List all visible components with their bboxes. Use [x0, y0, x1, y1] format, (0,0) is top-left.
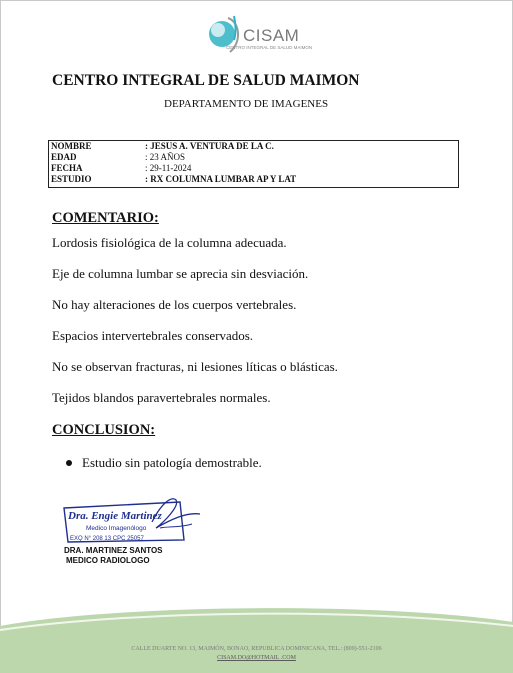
- patient-value: : RX COLUMNA LUMBAR AP Y LAT: [145, 174, 297, 184]
- finding-line: No hay alteraciones de los cuerpos vertebrales.: [52, 297, 297, 312]
- signature-stamp: [60, 492, 210, 548]
- patient-info-box: [48, 140, 459, 188]
- comment-heading: COMENTARIO:: [52, 210, 159, 226]
- logo-name: CISAM: [243, 26, 300, 45]
- finding-line: No se observan fracturas, ni lesiones líticas o blásticas.: [52, 359, 338, 374]
- patient-label: EDAD: [51, 152, 77, 162]
- patient-value: : JESUS A. VENTURA DE LA C.: [145, 141, 274, 151]
- patient-value: : 29-11-2024: [145, 163, 192, 173]
- footer-email: [0, 655, 513, 661]
- conclusion-heading: CONCLUSION:: [52, 422, 156, 438]
- svg-text:EXQ N° 208 13 CPC 25057: EXQ N° 208 13 CPC 25057: [70, 536, 144, 542]
- finding-line: Espacios intervertebrales conservados.: [52, 328, 254, 343]
- department-title: DEPARTAMENTO DE IMAGENES: [164, 98, 329, 110]
- svg-text:Medico Imagenólogo: Medico Imagenólogo: [86, 525, 147, 532]
- bullet-icon: [66, 460, 72, 466]
- svg-text:Dra. Engie Martinez: Dra. Engie Martinez: [68, 510, 162, 522]
- signature-name: DRA. MARTINEZ SANTOS: [64, 546, 163, 555]
- signature-title: MEDICO RADIOLOGO: [66, 556, 150, 565]
- logo-subtitle: CENTRO INTEGRAL DE SALUD MAIMON: [226, 45, 313, 50]
- patient-label: FECHA: [51, 163, 83, 173]
- conclusion-item-text: Estudio sin patología demostrable.: [82, 455, 262, 470]
- finding-line: Tejidos blandos paravertebrales normales.: [52, 390, 271, 405]
- institution-title: CENTRO INTEGRAL DE SALUD MAIMON: [52, 72, 360, 89]
- footer-wave: [0, 596, 513, 673]
- finding-line: Eje de columna lumbar se aprecia sin desviación.: [52, 266, 309, 281]
- patient-value: : 23 AÑOS: [145, 152, 186, 162]
- patient-label: ESTUDIO: [51, 174, 92, 184]
- patient-label: NOMBRE: [51, 141, 92, 151]
- finding-line: Lordosis fisiológica de la columna adecuada.: [52, 235, 287, 250]
- conclusion-list: [66, 455, 262, 471]
- footer-address: CALLE DUARTE NO. 13, MAIMÓN, BONAO, REPUBLICA DOMINICANA, TEL.: (809)-551-2106: [131, 646, 382, 652]
- footer-email-link[interactable]: CISAM.DO@HOTMAIL .COM: [217, 655, 296, 661]
- conclusion-item: [66, 455, 262, 471]
